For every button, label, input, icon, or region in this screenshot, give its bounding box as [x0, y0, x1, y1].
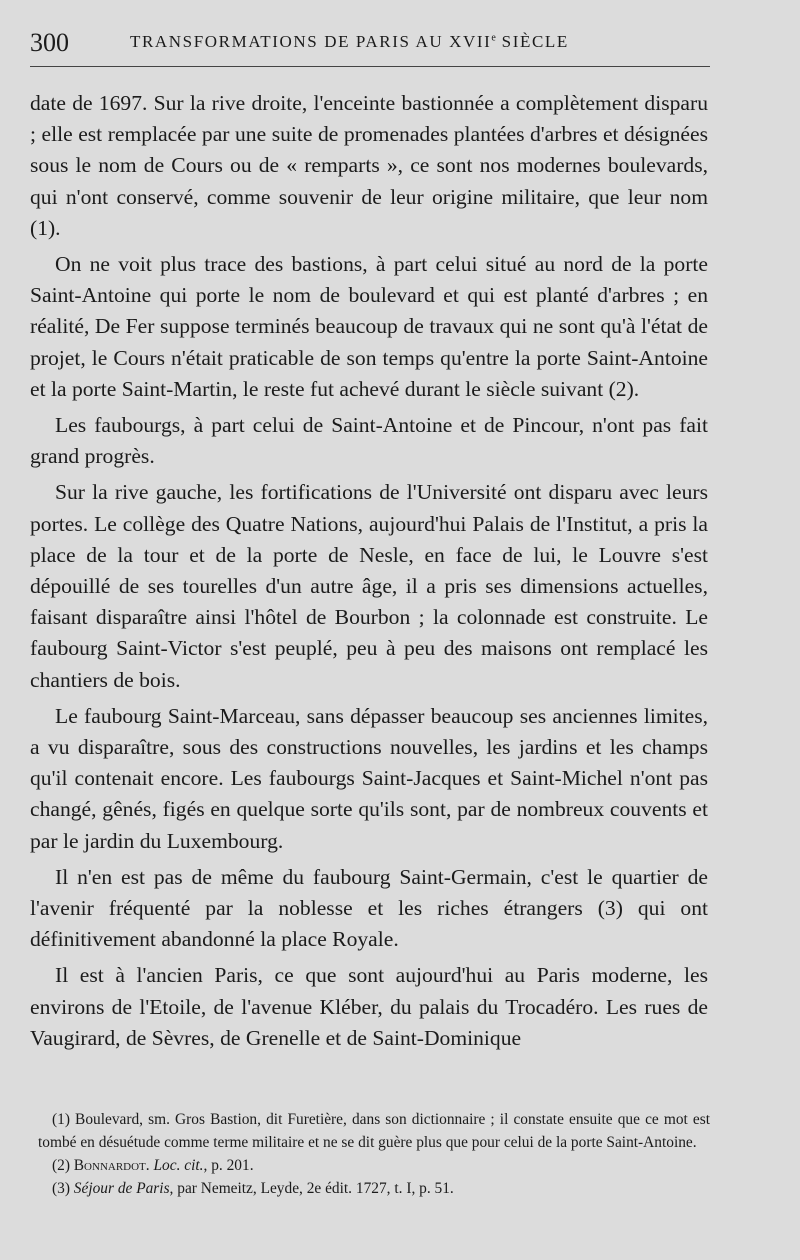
running-header	[30, 26, 710, 67]
footnote-3-tail: par Nemeitz, Leyde, 2e édit. 1727, t. I, p. 51.	[173, 1180, 454, 1197]
footnote-2-reference: Loc. cit.	[153, 1157, 204, 1174]
page-number: 300	[30, 28, 69, 57]
running-title	[130, 32, 569, 52]
body-text	[30, 88, 708, 1054]
paragraph: Le faubourg Saint-Marceau, sans dépasser beaucoup ses anciennes limites, a vu disparaître, sous des constructions nouvelles, les jardins et les champs qu'il contenait encore. Les faubourgs Saint-Jacques et Saint-Michel n'ont pas changé, gênés, figés en quelque sorte qu'ils sont, par de nombreux couvents et par le jardin du Luxembourg.	[30, 703, 708, 853]
paragraph: Sur la rive gauche, les fortifications de l'Université ont disparu avec leurs portes. Le collège des Quatre Nations, aujourd'hui Palais de l'Institut, a pris la place de la tour et de la porte de Nesle, en face de lui, le Louvre s'est dépouillé de ses tourelles d'un autre âge, il a pris ses dimensions actuelles, faisant disparaître ainsi l'hôtel de Bourbon ; la colonnade est construite. Le faubourg Saint-Victor s'est peuplé, peu à peu des maisons ont remplacé les chantiers de bois.	[30, 480, 708, 692]
paragraph: Il n'en est pas de même du faubourg Saint-Germain, c'est le quartier de l'avenir fréquenté par la noblesse et les riches étrangers (3) qui ont définitivement abandonné la place Royale.	[30, 864, 708, 952]
footnote-3-title: Séjour de Paris,	[73, 1180, 174, 1197]
running-title-superscript: e	[491, 32, 496, 44]
footnote-2-author: Bonnardot.	[73, 1157, 150, 1174]
paragraph: Les faubourgs, à part celui de Saint-Antoine et de Pincour, n'ont pas fait grand progrès.	[30, 413, 708, 469]
footnote-3	[38, 1177, 710, 1200]
footnote-2	[38, 1154, 710, 1177]
footnote-3-number: (3)	[52, 1180, 74, 1197]
paragraph: Il est à l'ancien Paris, ce que sont aujourd'hui au Paris moderne, les environs de l'Etoile, de l'avenue Kléber, du palais du Trocadéro. Les rues de Vaugirard, de Sèvres, de Grenelle et de Saint-Dominique	[30, 963, 708, 1050]
footnotes	[38, 1108, 710, 1200]
paragraph: On ne voit plus trace des bastions, à part celui situé au nord de la porte Saint-Antoine qui porte le nom de boulevard et qui est planté d'arbres ; en réalité, De Fer suppose terminés beaucoup de travaux qui ne sont qu'à l'état de projet, le Cours n'était praticable de son temps qu'entre la porte Saint-Antoine et la porte Saint-Martin, le reste fut achevé durant le siècle suivant (2).	[30, 252, 708, 401]
footnote-2-tail: , p. 201.	[203, 1157, 254, 1174]
paragraph: date de 1697. Sur la rive droite, l'enceinte bastionnée a complètement disparu ; elle est remplacée par une suite de promenades plantées d'arbres et désignées sous le nom de Cours ou de « remparts », ce sont nos modernes boulevards, qui n'ont conservé, comme souvenir de leur origine militaire, que leur nom (1).	[30, 91, 708, 240]
running-title-end: SIÈCLE	[495, 32, 569, 51]
footnote-1: (1) Boulevard, sm. Gros Bastion, dit Furetière, dans son dictionnaire ; il constate ensuite que ce mot est tombé en désuétude comme terme militaire et ne se dit guère plus que pour celui de la porte Saint-Antoine.	[38, 1111, 710, 1151]
footnote-2-number: (2)	[52, 1157, 74, 1174]
running-title-main: TRANSFORMATIONS DE PARIS AU XVII	[130, 32, 492, 51]
